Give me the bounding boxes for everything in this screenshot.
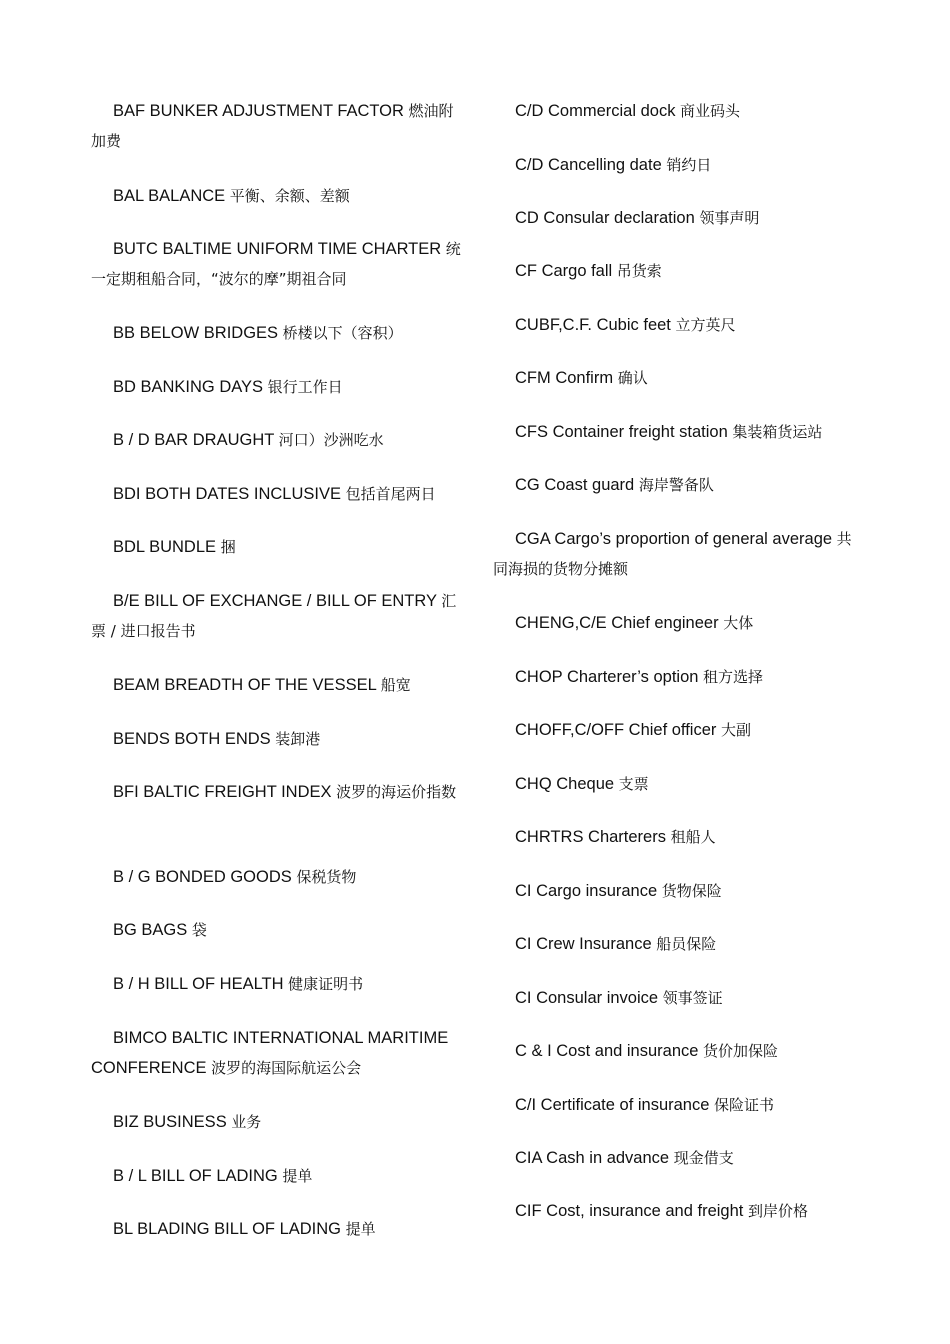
entry-term: CUBF,C.F. Cubic feet <box>515 316 671 334</box>
entry-term: CD Consular declaration <box>515 209 695 227</box>
entry-term: BD BANKING DAYS <box>113 378 264 396</box>
entry-term: CI Cargo insurance <box>515 882 658 900</box>
entry-term: C/D Commercial dock <box>515 102 676 120</box>
entry-translation: 平衡、余额、差额 <box>229 187 350 205</box>
glossary-entry <box>493 1196 853 1226</box>
glossary-entry <box>91 318 463 348</box>
glossary-entry <box>91 96 463 156</box>
entry-term: B / H BILL OF HEALTH <box>113 975 284 993</box>
entry-translation: 汇票 / 进口报告书 <box>91 592 457 640</box>
entry-term: CIF Cost, insurance and freight <box>515 1202 744 1220</box>
entry-term: CHENG,C/E Chief engineer <box>515 614 719 632</box>
entry-translation: 立方英尺 <box>675 316 736 334</box>
entry-translation: 业务 <box>231 1113 262 1131</box>
entry-translation: 大副 <box>721 721 752 739</box>
entry-term: B / D BAR DRAUGHT <box>113 431 275 449</box>
entry-translation: 波罗的海运价指数 <box>336 783 457 801</box>
glossary-entry <box>493 203 853 233</box>
entry-translation: 保税货物 <box>296 868 357 886</box>
glossary-entry <box>493 96 853 126</box>
entry-term: BFI BALTIC FREIGHT INDEX <box>113 783 332 801</box>
glossary-entry <box>493 876 853 906</box>
entry-translation: 租船人 <box>670 828 716 846</box>
glossary-entry <box>91 1023 463 1083</box>
entry-translation: 提单 <box>282 1167 313 1185</box>
glossary-entry <box>91 724 463 754</box>
entry-term: BEAM BREADTH OF THE VESSEL <box>113 676 377 694</box>
glossary-entry <box>493 524 853 584</box>
glossary-entry <box>493 608 853 638</box>
glossary-entry <box>91 777 463 807</box>
entry-term: BB BELOW BRIDGES <box>113 324 279 342</box>
entry-term: BIZ BUSINESS <box>113 1113 227 1131</box>
entry-translation: 银行工作日 <box>267 378 343 396</box>
entry-term: C/I Certificate of insurance <box>515 1096 710 1114</box>
entry-translation: 波罗的海国际航运公会 <box>211 1059 362 1077</box>
entry-translation: 大体 <box>723 614 754 632</box>
entry-translation: 吊货索 <box>616 262 662 280</box>
entry-translation: 领事声明 <box>699 209 760 227</box>
glossary-entry <box>493 256 853 286</box>
entry-term: B / L BILL OF LADING <box>113 1167 278 1185</box>
entry-translation: 确认 <box>617 369 648 387</box>
entry-translation: 商业码头 <box>680 102 741 120</box>
glossary-entry <box>493 1036 853 1066</box>
entry-term: CHRTRS Charterers <box>515 828 666 846</box>
glossary-entry <box>91 1161 463 1191</box>
entry-translation: 包括首尾两日 <box>345 485 436 503</box>
glossary-entry <box>493 983 853 1013</box>
entry-term: CF Cargo fall <box>515 262 613 280</box>
glossary-entry <box>91 862 463 892</box>
entry-term: CG Coast guard <box>515 476 635 494</box>
glossary-entry <box>493 417 853 447</box>
entry-term: BENDS BOTH ENDS <box>113 730 271 748</box>
entry-translation: 领事签证 <box>662 989 723 1007</box>
entry-term: BG BAGS <box>113 921 188 939</box>
entry-translation: 捆 <box>220 538 236 556</box>
entry-term: BDI BOTH DATES INCLUSIVE <box>113 485 341 503</box>
entry-translation: 船宽 <box>380 676 411 694</box>
glossary-entry <box>91 915 463 945</box>
entry-term: BIMCO BALTIC INTERNATIONAL MARITIME CONFERENCE <box>91 1029 449 1077</box>
entry-term: CHQ Cheque <box>515 775 615 793</box>
entry-translation: 桥楼以下（容积） <box>282 324 403 342</box>
entry-translation: 现金借支 <box>673 1149 734 1167</box>
entry-translation: 燃油附加费 <box>91 102 454 150</box>
entry-translation: 提单 <box>345 1220 376 1238</box>
entry-translation: 集装箱货运站 <box>732 423 823 441</box>
entry-translation: 货物保险 <box>661 882 722 900</box>
entry-translation: 货价加保险 <box>703 1042 779 1060</box>
glossary-entry <box>493 929 853 959</box>
entry-translation: 租方选择 <box>703 668 764 686</box>
glossary-entry <box>493 363 853 393</box>
entry-translation: 到岸价格 <box>747 1202 808 1220</box>
entry-translation: 统一定期租船合同，“波尔的摩”期祖合同 <box>91 240 461 288</box>
glossary-entry <box>91 969 463 999</box>
glossary-entry <box>493 715 853 745</box>
entry-term: CFM Confirm <box>515 369 614 387</box>
entry-translation: 保险证书 <box>714 1096 775 1114</box>
entry-translation: 支票 <box>618 775 649 793</box>
glossary-entry <box>493 1143 853 1173</box>
entry-term: BDL BUNDLE <box>113 538 217 556</box>
glossary-entry <box>493 150 853 180</box>
entry-term: CI Consular invoice <box>515 989 659 1007</box>
glossary-entry <box>493 769 853 799</box>
glossary-entry <box>91 479 463 509</box>
entry-term: C/D Cancelling date <box>515 156 662 174</box>
entry-term: CI Crew Insurance <box>515 935 652 953</box>
glossary-entry <box>91 372 463 402</box>
entry-translation: 袋 <box>191 921 207 939</box>
entry-translation: 河口）沙洲吃水 <box>278 431 384 449</box>
glossary-entry <box>91 234 463 294</box>
entry-term: B / G BONDED GOODS <box>113 868 292 886</box>
glossary-entry <box>91 586 463 646</box>
entry-term: CFS Container freight station <box>515 423 728 441</box>
entry-term: C & I Cost and insurance <box>515 1042 699 1060</box>
glossary-entry <box>91 670 463 700</box>
glossary-entry <box>493 822 853 852</box>
glossary-entry <box>91 425 463 455</box>
glossary-entry <box>91 181 463 211</box>
entry-term: BAL BALANCE <box>113 187 226 205</box>
entry-translation: 船员保险 <box>656 935 717 953</box>
glossary-entry <box>91 1214 463 1244</box>
entry-term: BL BLADING BILL OF LADING <box>113 1220 342 1238</box>
entry-translation: 装卸港 <box>275 730 321 748</box>
entry-translation: 销约日 <box>666 156 712 174</box>
glossary-entry <box>493 662 853 692</box>
glossary-entry <box>91 532 463 562</box>
entry-term: BAF BUNKER ADJUSTMENT FACTOR <box>113 102 404 120</box>
glossary-entry <box>91 1107 463 1137</box>
entry-term: CIA Cash in advance <box>515 1149 670 1167</box>
glossary-entry <box>493 470 853 500</box>
entry-translation: 共同海损的货物分摊额 <box>493 530 852 578</box>
entry-term: B/E BILL OF EXCHANGE / BILL OF ENTRY <box>113 592 437 610</box>
entry-term: CGA Cargo’s proportion of general average <box>515 530 833 548</box>
entry-translation: 海岸警备队 <box>638 476 714 494</box>
glossary-entry <box>493 310 853 340</box>
entry-term: CHOP Charterer’s option <box>515 668 699 686</box>
entry-translation: 健康证明书 <box>288 975 364 993</box>
entry-term: CHOFF,C/OFF Chief officer <box>515 721 717 739</box>
glossary-entry <box>493 1090 853 1120</box>
entry-term: BUTC BALTIME UNIFORM TIME CHARTER <box>113 240 442 258</box>
